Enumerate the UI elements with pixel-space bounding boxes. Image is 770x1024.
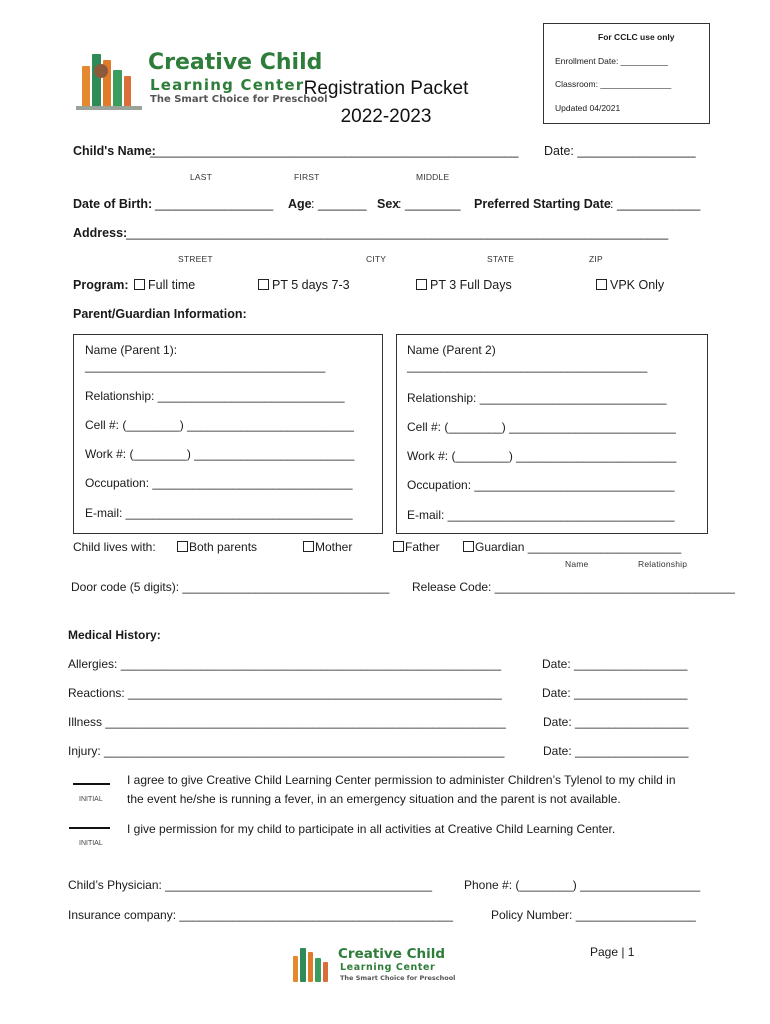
footer-logo [290,944,456,984]
sub-label-street: STREET [178,254,213,264]
logo-books-graphic [76,50,142,110]
illness-date-field[interactable]: Date: _________________ [543,715,689,729]
activities-initial-line[interactable] [69,827,110,829]
lives-with-label: Child lives with: [73,540,156,554]
sex-label: Sex [377,197,400,211]
program-option-label: Full time [148,278,196,292]
sub-label-last: LAST [190,172,213,182]
program-option-label: PT 5 days 7-3 [272,278,350,292]
parent1-email-field[interactable]: E-mail: __________________________________ [85,506,353,520]
program-pt5-checkbox[interactable] [258,278,350,292]
start-date-label: Preferred Starting Date [474,197,611,211]
parent1-box [73,334,383,534]
office-heading: For CCLC use only [598,32,675,42]
activities-consent-text: I give permission for my child to participate in all activities at Creative Child Learning Center. [127,822,616,836]
sub-label-zip: ZIP [589,254,603,264]
program-option-label: PT 3 Full Days [430,278,512,292]
program-pt3-checkbox[interactable] [416,278,512,292]
address-label: Address: [73,226,128,240]
page-title [296,78,476,128]
program-full-time-checkbox[interactable] [134,278,195,292]
parent2-name-field[interactable]: ____________________________________ [407,359,648,373]
checkbox-icon[interactable] [177,541,188,552]
activities-initial-label: INITIAL [79,840,103,847]
program-vpk-checkbox[interactable] [596,278,664,292]
address-field[interactable]: ______________________________________________________________________________ [126,226,669,240]
lives-with-option-label: Both parents [189,540,258,554]
start-date-field[interactable]: : ____________ [610,197,701,211]
checkbox-icon[interactable] [416,279,427,290]
allergies-field[interactable]: Allergies: _________________________________________________________ [68,657,502,671]
physician-phone-field[interactable]: Phone #: (________) __________________ [464,878,701,892]
footer-logo-subtitle: Learning Center [340,962,436,973]
allergies-date-field[interactable]: Date: _________________ [542,657,688,671]
sub-label-middle: MIDDLE [416,172,450,182]
logo-subtitle: Learning Center [150,76,305,94]
reactions-date-field[interactable]: Date: _________________ [542,686,688,700]
parent2-cell-field[interactable]: Cell #: (________) _________________________ [407,420,676,434]
title-line1: Registration Packet [303,78,469,99]
door-code-field[interactable]: Door code (5 digits): _______________________________ [71,580,390,594]
parent1-name-label: Name (Parent 1): [85,343,178,357]
sub-label-relationship: Relationship [638,559,688,569]
title-line2: 2022-2023 [340,106,432,127]
sex-field[interactable]: : ________ [398,197,461,211]
dob-field[interactable]: _________________ [155,197,274,211]
lives-with-mother-checkbox[interactable] [303,540,352,554]
footer-logo-books-graphic [290,946,332,982]
parent2-name-label: Name (Parent 2) [407,343,496,357]
insurance-field[interactable]: Insurance company: _________________________________________ [68,908,454,922]
injury-date-field[interactable]: Date: _________________ [543,744,689,758]
lives-with-both-checkbox[interactable] [177,540,257,554]
tylenol-initial-label: INITIAL [79,796,103,803]
medical-heading: Medical History: [68,628,161,642]
lives-with-option-label: Mother [315,540,353,554]
page-number: Page | 1 [590,945,635,959]
sub-label-state: STATE [487,254,515,264]
age-label: Age [288,197,312,211]
dob-label: Date of Birth: [73,197,153,211]
parent2-email-field[interactable]: E-mail: __________________________________ [407,508,675,522]
tylenol-consent-text-1: I agree to give Creative Child Learning Center permission to administer Children’s Tylenol to my child in [127,773,676,787]
lives-with-option-label: Father [405,540,440,554]
footer-logo-title: Creative Child [338,946,446,962]
policy-number-field[interactable]: Policy Number: __________________ [491,908,696,922]
physician-field[interactable]: Child’s Physician: ________________________________________ [68,878,433,892]
parent2-box [396,334,708,534]
logo-title: Creative Child [148,50,323,75]
parent1-cell-field[interactable]: Cell #: (________) _________________________ [85,418,354,432]
enrollment-date-field[interactable]: Enrollment Date: __________ [555,56,668,66]
release-code-field[interactable]: Release Code: ____________________________________ [412,580,735,594]
program-option-label: VPK Only [610,278,665,292]
tylenol-initial-line[interactable] [73,783,110,785]
updated-date: Updated 04/2021 [555,103,621,113]
office-use-box [543,23,710,124]
tylenol-consent-text-2: the event he/she is running a fever, in an emergency situation and the parent is not available. [127,792,621,806]
parent-section-heading: Parent/Guardian Information: [73,307,247,321]
checkbox-icon[interactable] [303,541,314,552]
parent1-work-field[interactable]: Work #: (________) ________________________ [85,447,355,461]
program-label: Program: [73,278,129,292]
child-name-label: Child's Name: [73,144,156,158]
lives-with-father-checkbox[interactable] [393,540,440,554]
lives-with-option-label: Guardian _______________________ [475,540,682,554]
checkbox-icon[interactable] [258,279,269,290]
age-field[interactable]: : _______ [311,197,367,211]
child-date-field[interactable]: Date: _________________ [544,144,696,158]
parent2-occupation-field[interactable]: Occupation: ______________________________ [407,478,675,492]
sub-label-city: CITY [366,254,387,264]
reactions-field[interactable]: Reactions: ________________________________________________________ [68,686,502,700]
logo-tagline: The Smart Choice for Preschool [150,94,328,105]
checkbox-icon[interactable] [463,541,474,552]
sub-label-first: FIRST [294,172,320,182]
checkbox-icon[interactable] [596,279,607,290]
checkbox-icon[interactable] [134,279,145,290]
child-name-field[interactable]: _____________________________________________________ [150,144,519,158]
sub-label-name: Name [565,559,589,569]
footer-logo-tagline: The Smart Choice for Preschool [340,974,456,982]
parent1-occupation-field[interactable]: Occupation: ______________________________ [85,476,353,490]
lives-with-guardian-checkbox[interactable] [463,540,681,554]
parent1-name-field[interactable]: ____________________________________ [85,359,326,373]
checkbox-icon[interactable] [393,541,404,552]
parent2-relationship-field[interactable]: Relationship: ____________________________ [407,391,667,405]
classroom-field[interactable]: Classroom: _______________ [555,79,672,89]
illness-field[interactable]: Illness ____________________________________________________________ [68,715,506,729]
parent2-work-field[interactable]: Work #: (________) ________________________ [407,449,677,463]
logo [72,44,328,114]
injury-field[interactable]: Injury: ____________________________________________________________ [68,744,505,758]
parent1-relationship-field[interactable]: Relationship: ____________________________ [85,389,345,403]
